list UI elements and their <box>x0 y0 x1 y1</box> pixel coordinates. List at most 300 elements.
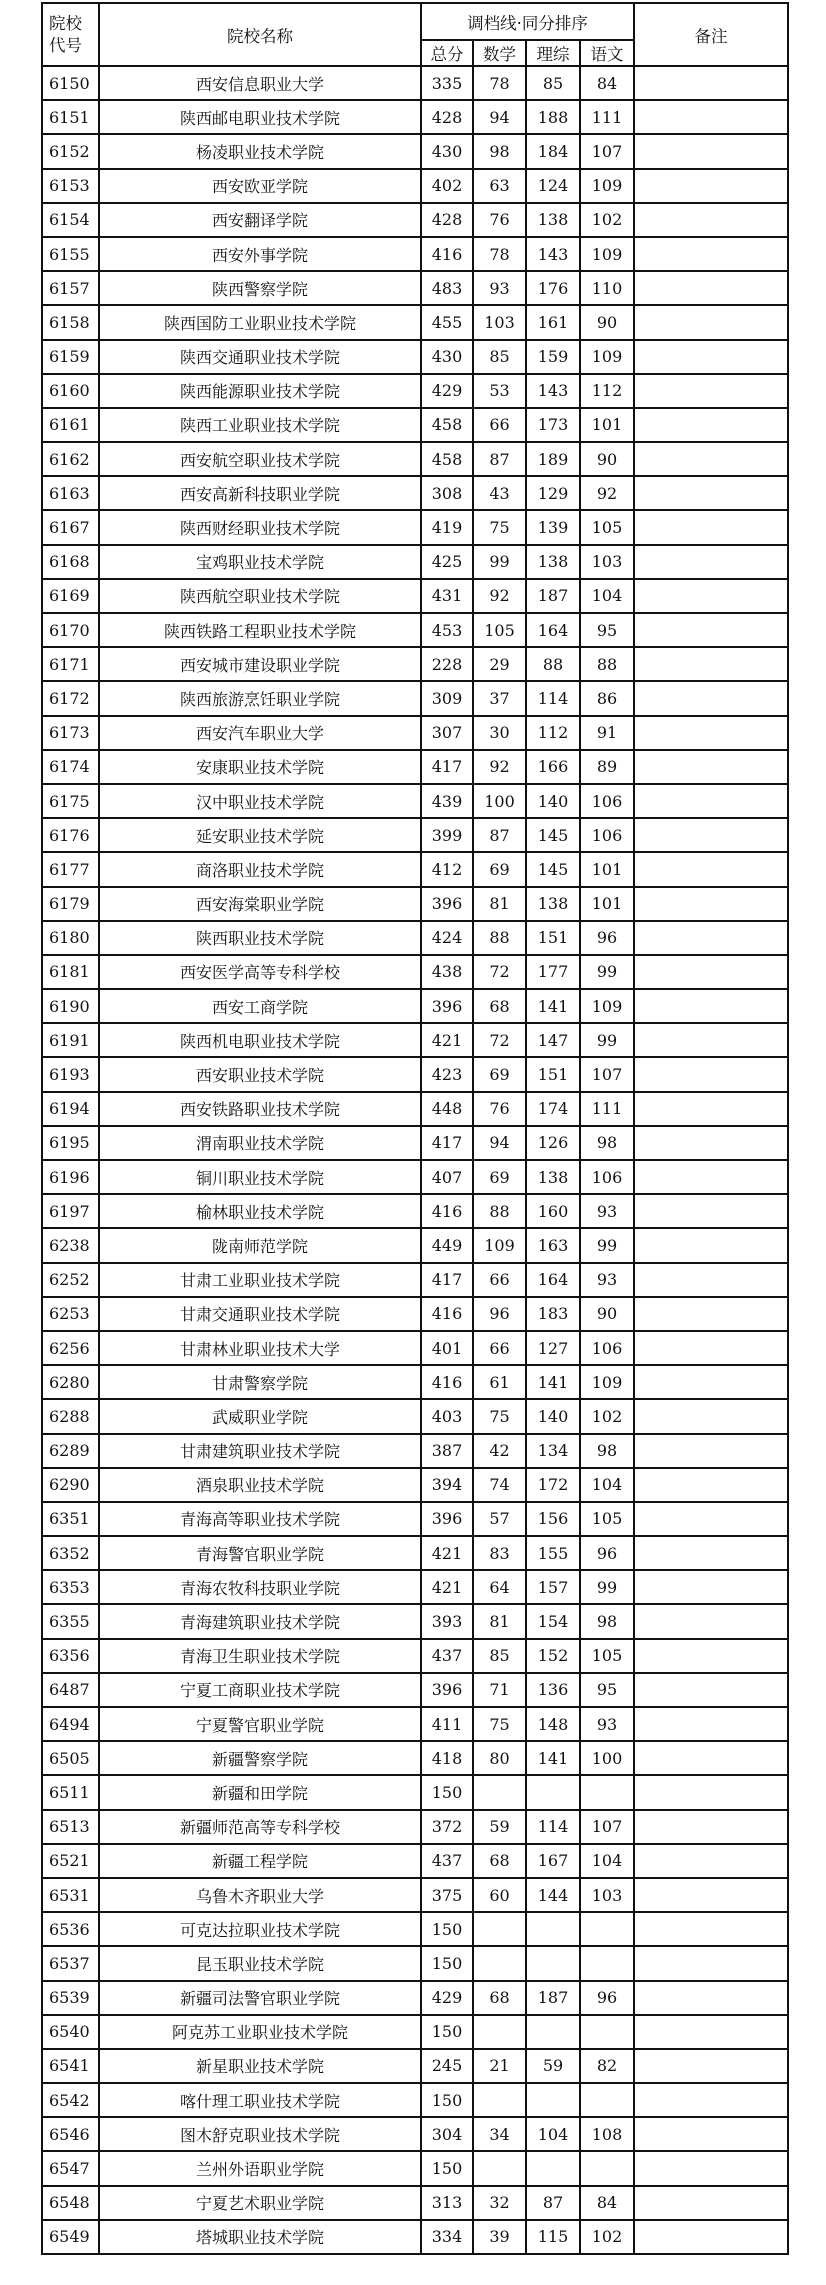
header-chinese: 语文 <box>580 40 634 66</box>
school-code-cell: 6546 <box>42 2117 99 2151</box>
table-row <box>42 1741 788 1775</box>
math-score-cell: 43 <box>473 476 526 510</box>
school-code-cell: 6505 <box>42 1741 99 1775</box>
science-score-cell: 166 <box>526 750 580 784</box>
science-score-cell: 139 <box>526 510 580 544</box>
chinese-score-cell: 107 <box>580 1810 634 1844</box>
school-code-cell: 6162 <box>42 442 99 476</box>
chinese-score-cell: 90 <box>580 1297 634 1331</box>
math-score-cell: 88 <box>473 921 526 955</box>
school-code-cell: 6531 <box>42 1878 99 1912</box>
chinese-score-cell: 110 <box>580 271 634 305</box>
school-code-cell: 6541 <box>42 2049 99 2083</box>
chinese-score-cell <box>580 2151 634 2185</box>
science-score-cell: 145 <box>526 852 580 886</box>
school-name-cell: 武威职业学院 <box>99 1399 421 1433</box>
table-row <box>42 1844 788 1878</box>
chinese-score-cell: 109 <box>580 1365 634 1399</box>
chinese-score-cell: 99 <box>580 1023 634 1057</box>
total-score-cell: 458 <box>421 442 473 476</box>
chinese-score-cell: 93 <box>580 1707 634 1741</box>
table-row <box>42 2117 788 2151</box>
school-name-cell: 喀什理工职业技术学院 <box>99 2083 421 2117</box>
total-score-cell: 429 <box>421 1981 473 2015</box>
school-name-cell: 陕西国防工业职业技术学院 <box>99 305 421 339</box>
school-name-cell: 西安海棠职业学院 <box>99 887 421 921</box>
school-code-cell: 6154 <box>42 203 99 237</box>
school-name-cell: 西安欧亚学院 <box>99 169 421 203</box>
math-score-cell: 81 <box>473 887 526 921</box>
math-score-cell <box>473 2083 526 2117</box>
science-score-cell: 129 <box>526 476 580 510</box>
math-score-cell: 32 <box>473 2186 526 2220</box>
math-score-cell: 37 <box>473 681 526 715</box>
math-score-cell: 57 <box>473 1502 526 1536</box>
science-score-cell: 159 <box>526 340 580 374</box>
note-cell <box>634 1810 788 1844</box>
note-cell <box>634 476 788 510</box>
school-code-cell: 6290 <box>42 1468 99 1502</box>
table-row <box>42 66 788 100</box>
total-score-cell: 412 <box>421 852 473 886</box>
school-name-cell: 青海警官职业学院 <box>99 1536 421 1570</box>
math-score-cell: 66 <box>473 1263 526 1297</box>
math-score-cell: 72 <box>473 955 526 989</box>
math-score-cell: 66 <box>473 1331 526 1365</box>
school-name-cell: 西安高新科技职业学院 <box>99 476 421 510</box>
table-row <box>42 1399 788 1433</box>
table-row <box>42 1912 788 1946</box>
school-code-cell: 6256 <box>42 1331 99 1365</box>
total-score-cell: 401 <box>421 1331 473 1365</box>
school-code-cell: 6159 <box>42 340 99 374</box>
math-score-cell: 98 <box>473 134 526 168</box>
note-cell <box>634 374 788 408</box>
note-cell <box>634 1365 788 1399</box>
school-name-cell: 陕西旅游烹饪职业学院 <box>99 681 421 715</box>
table-row <box>42 374 788 408</box>
total-score-cell: 419 <box>421 510 473 544</box>
math-score-cell: 85 <box>473 1639 526 1673</box>
table-row <box>42 1639 788 1673</box>
science-score-cell <box>526 2015 580 2049</box>
school-name-cell: 乌鲁木齐职业大学 <box>99 1878 421 1912</box>
school-name-cell: 商洛职业技术学院 <box>99 852 421 886</box>
chinese-score-cell: 96 <box>580 1536 634 1570</box>
school-code-cell: 6157 <box>42 271 99 305</box>
total-score-cell: 335 <box>421 66 473 100</box>
table-row <box>42 716 788 750</box>
header-science: 理综 <box>526 40 580 66</box>
chinese-score-cell: 104 <box>580 1844 634 1878</box>
note-cell <box>634 2049 788 2083</box>
science-score-cell: 187 <box>526 1981 580 2015</box>
science-score-cell: 59 <box>526 2049 580 2083</box>
note-cell <box>634 989 788 1023</box>
math-score-cell: 68 <box>473 989 526 1023</box>
chinese-score-cell: 109 <box>580 989 634 1023</box>
total-score-cell: 424 <box>421 921 473 955</box>
total-score-cell: 416 <box>421 1365 473 1399</box>
science-score-cell <box>526 2151 580 2185</box>
math-score-cell: 63 <box>473 169 526 203</box>
science-score-cell: 126 <box>526 1126 580 1160</box>
chinese-score-cell: 102 <box>580 1399 634 1433</box>
math-score-cell: 34 <box>473 2117 526 2151</box>
math-score-cell: 78 <box>473 66 526 100</box>
table-row <box>42 887 788 921</box>
total-score-cell: 418 <box>421 1741 473 1775</box>
total-score-cell: 304 <box>421 2117 473 2151</box>
note-cell <box>634 100 788 134</box>
note-cell <box>634 921 788 955</box>
science-score-cell: 141 <box>526 1741 580 1775</box>
note-cell <box>634 1570 788 1604</box>
note-cell <box>634 66 788 100</box>
note-cell <box>634 750 788 784</box>
note-cell <box>634 1707 788 1741</box>
total-score-cell: 309 <box>421 681 473 715</box>
math-score-cell: 83 <box>473 1536 526 1570</box>
school-code-cell: 6176 <box>42 818 99 852</box>
science-score-cell: 151 <box>526 1057 580 1091</box>
math-score-cell: 68 <box>473 1844 526 1878</box>
header-row <box>42 3 788 40</box>
chinese-score-cell: 111 <box>580 100 634 134</box>
chinese-score-cell: 99 <box>580 955 634 989</box>
note-cell <box>634 1126 788 1160</box>
school-code-cell: 6180 <box>42 921 99 955</box>
chinese-score-cell: 100 <box>580 1741 634 1775</box>
science-score-cell: 127 <box>526 1331 580 1365</box>
science-score-cell: 144 <box>526 1878 580 1912</box>
school-code-cell: 6171 <box>42 647 99 681</box>
table-row <box>42 442 788 476</box>
school-name-cell: 甘肃建筑职业技术学院 <box>99 1434 421 1468</box>
total-score-cell: 429 <box>421 374 473 408</box>
math-score-cell: 96 <box>473 1297 526 1331</box>
note-cell <box>634 1775 788 1809</box>
school-code-cell: 6356 <box>42 1639 99 1673</box>
table-row <box>42 2151 788 2185</box>
total-score-cell: 428 <box>421 100 473 134</box>
total-score-cell: 423 <box>421 1057 473 1091</box>
science-score-cell: 85 <box>526 66 580 100</box>
school-code-cell: 6160 <box>42 374 99 408</box>
school-name-cell: 阿克苏工业职业技术学院 <box>99 2015 421 2049</box>
note-cell <box>634 1946 788 1980</box>
math-score-cell: 53 <box>473 374 526 408</box>
total-score-cell: 453 <box>421 613 473 647</box>
chinese-score-cell: 101 <box>580 887 634 921</box>
header-school-code <box>42 3 99 66</box>
school-code-cell: 6280 <box>42 1365 99 1399</box>
table-row <box>42 1263 788 1297</box>
table-row <box>42 1810 788 1844</box>
school-code-cell: 6174 <box>42 750 99 784</box>
table-row <box>42 852 788 886</box>
table-row <box>42 510 788 544</box>
school-name-cell: 陕西交通职业技术学院 <box>99 340 421 374</box>
science-score-cell: 155 <box>526 1536 580 1570</box>
note-cell <box>634 1639 788 1673</box>
note-cell <box>634 237 788 271</box>
table-row <box>42 1297 788 1331</box>
chinese-score-cell: 107 <box>580 1057 634 1091</box>
table-row <box>42 1365 788 1399</box>
chinese-score-cell: 104 <box>580 579 634 613</box>
science-score-cell: 114 <box>526 681 580 715</box>
note-cell <box>634 340 788 374</box>
school-name-cell: 图木舒克职业技术学院 <box>99 2117 421 2151</box>
chinese-score-cell: 105 <box>580 1639 634 1673</box>
total-score-cell: 483 <box>421 271 473 305</box>
note-cell <box>634 305 788 339</box>
note-cell <box>634 1604 788 1638</box>
school-code-cell: 6177 <box>42 852 99 886</box>
math-score-cell: 80 <box>473 1741 526 1775</box>
chinese-score-cell <box>580 2083 634 2117</box>
chinese-score-cell: 104 <box>580 1468 634 1502</box>
school-name-cell: 宁夏艺术职业学院 <box>99 2186 421 2220</box>
chinese-score-cell: 102 <box>580 2220 634 2254</box>
school-name-cell: 榆林职业技术学院 <box>99 1194 421 1228</box>
math-score-cell: 75 <box>473 1399 526 1433</box>
science-score-cell: 167 <box>526 1844 580 1878</box>
school-name-cell: 新疆和田学院 <box>99 1775 421 1809</box>
school-code-cell: 6494 <box>42 1707 99 1741</box>
science-score-cell: 188 <box>526 100 580 134</box>
chinese-score-cell: 106 <box>580 784 634 818</box>
math-score-cell: 60 <box>473 1878 526 1912</box>
chinese-score-cell <box>580 1946 634 1980</box>
science-score-cell: 164 <box>526 613 580 647</box>
table-row <box>42 1194 788 1228</box>
chinese-score-cell: 106 <box>580 818 634 852</box>
school-code-cell: 6170 <box>42 613 99 647</box>
math-score-cell: 69 <box>473 1057 526 1091</box>
note-cell <box>634 134 788 168</box>
table-row <box>42 1570 788 1604</box>
science-score-cell: 134 <box>526 1434 580 1468</box>
science-score-cell: 141 <box>526 1365 580 1399</box>
note-cell <box>634 442 788 476</box>
note-cell <box>634 1092 788 1126</box>
school-name-cell: 西安医学高等专科学校 <box>99 955 421 989</box>
school-name-cell: 渭南职业技术学院 <box>99 1126 421 1160</box>
table-row <box>42 784 788 818</box>
note-cell <box>634 1981 788 2015</box>
note-cell <box>634 271 788 305</box>
chinese-score-cell: 107 <box>580 134 634 168</box>
total-score-cell: 417 <box>421 1263 473 1297</box>
total-score-cell: 402 <box>421 169 473 203</box>
table-row <box>42 1160 788 1194</box>
school-name-cell: 西安铁路职业技术学院 <box>99 1092 421 1126</box>
math-score-cell: 21 <box>473 2049 526 2083</box>
school-code-cell: 6548 <box>42 2186 99 2220</box>
science-score-cell: 161 <box>526 305 580 339</box>
school-code-cell: 6161 <box>42 408 99 442</box>
total-score-cell: 150 <box>421 2151 473 2185</box>
math-score-cell: 75 <box>473 1707 526 1741</box>
school-name-cell: 陕西职业技术学院 <box>99 921 421 955</box>
math-score-cell <box>473 1775 526 1809</box>
science-score-cell: 163 <box>526 1228 580 1262</box>
table-row <box>42 545 788 579</box>
science-score-cell: 147 <box>526 1023 580 1057</box>
science-score-cell: 156 <box>526 1502 580 1536</box>
note-cell <box>634 545 788 579</box>
chinese-score-cell: 93 <box>580 1194 634 1228</box>
math-score-cell: 64 <box>473 1570 526 1604</box>
table-row <box>42 271 788 305</box>
science-score-cell: 87 <box>526 2186 580 2220</box>
school-name-cell: 甘肃工业职业技术学院 <box>99 1263 421 1297</box>
note-cell <box>634 1502 788 1536</box>
chinese-score-cell: 84 <box>580 66 634 100</box>
chinese-score-cell: 88 <box>580 647 634 681</box>
science-score-cell: 138 <box>526 545 580 579</box>
chinese-score-cell <box>580 1912 634 1946</box>
science-score-cell: 164 <box>526 1263 580 1297</box>
chinese-score-cell: 98 <box>580 1604 634 1638</box>
total-score-cell: 396 <box>421 1673 473 1707</box>
school-code-cell: 6168 <box>42 545 99 579</box>
table-row <box>42 1092 788 1126</box>
school-code-cell: 6196 <box>42 1160 99 1194</box>
table-row <box>42 1126 788 1160</box>
table-row <box>42 2049 788 2083</box>
total-score-cell: 308 <box>421 476 473 510</box>
science-score-cell: 184 <box>526 134 580 168</box>
math-score-cell <box>473 1912 526 1946</box>
total-score-cell: 399 <box>421 818 473 852</box>
school-code-cell: 6351 <box>42 1502 99 1536</box>
total-score-cell: 421 <box>421 1570 473 1604</box>
note-cell <box>634 1057 788 1091</box>
note-cell <box>634 2151 788 2185</box>
school-name-cell: 陕西铁路工程职业技术学院 <box>99 613 421 647</box>
chinese-score-cell <box>580 1775 634 1809</box>
note-cell <box>634 2117 788 2151</box>
total-score-cell: 458 <box>421 408 473 442</box>
school-code-cell: 6197 <box>42 1194 99 1228</box>
school-code-cell: 6536 <box>42 1912 99 1946</box>
note-cell <box>634 2186 788 2220</box>
total-score-cell: 430 <box>421 340 473 374</box>
school-code-cell: 6155 <box>42 237 99 271</box>
table-row <box>42 955 788 989</box>
note-cell <box>634 1228 788 1262</box>
table-row <box>42 100 788 134</box>
note-cell <box>634 681 788 715</box>
science-score-cell: 152 <box>526 1639 580 1673</box>
total-score-cell: 437 <box>421 1844 473 1878</box>
table-row <box>42 1981 788 2015</box>
header-math: 数学 <box>473 40 526 66</box>
total-score-cell: 417 <box>421 1126 473 1160</box>
table-row <box>42 1707 788 1741</box>
total-score-cell: 307 <box>421 716 473 750</box>
school-name-cell: 可克达拉职业技术学院 <box>99 1912 421 1946</box>
total-score-cell: 393 <box>421 1604 473 1638</box>
school-name-cell: 西安信息职业大学 <box>99 66 421 100</box>
science-score-cell: 148 <box>526 1707 580 1741</box>
total-score-cell: 387 <box>421 1434 473 1468</box>
chinese-score-cell: 111 <box>580 1092 634 1126</box>
note-cell <box>634 1741 788 1775</box>
science-score-cell <box>526 2083 580 2117</box>
school-code-cell: 6190 <box>42 989 99 1023</box>
school-code-cell: 6152 <box>42 134 99 168</box>
table-row <box>42 613 788 647</box>
school-code-cell: 6252 <box>42 1263 99 1297</box>
chinese-score-cell: 101 <box>580 408 634 442</box>
total-score-cell: 416 <box>421 1297 473 1331</box>
school-code-cell: 6513 <box>42 1810 99 1844</box>
table-row <box>42 818 788 852</box>
school-name-cell: 西安翻译学院 <box>99 203 421 237</box>
chinese-score-cell: 106 <box>580 1331 634 1365</box>
chinese-score-cell: 84 <box>580 2186 634 2220</box>
school-code-cell: 6521 <box>42 1844 99 1878</box>
science-score-cell: 157 <box>526 1570 580 1604</box>
total-score-cell: 425 <box>421 545 473 579</box>
school-code-cell: 6511 <box>42 1775 99 1809</box>
school-code-cell: 6191 <box>42 1023 99 1057</box>
math-score-cell: 103 <box>473 305 526 339</box>
school-code-cell: 6195 <box>42 1126 99 1160</box>
school-name-cell: 陕西工业职业技术学院 <box>99 408 421 442</box>
school-code-cell: 6353 <box>42 1570 99 1604</box>
school-name-cell: 新疆司法警官职业学院 <box>99 1981 421 2015</box>
chinese-score-cell: 112 <box>580 374 634 408</box>
chinese-score-cell: 109 <box>580 237 634 271</box>
chinese-score-cell: 105 <box>580 1502 634 1536</box>
science-score-cell: 114 <box>526 1810 580 1844</box>
school-name-cell: 西安工商学院 <box>99 989 421 1023</box>
school-name-cell: 西安外事学院 <box>99 237 421 271</box>
chinese-score-cell: 92 <box>580 476 634 510</box>
school-code-cell: 6487 <box>42 1673 99 1707</box>
science-score-cell: 183 <box>526 1297 580 1331</box>
school-name-cell: 甘肃林业职业技术大学 <box>99 1331 421 1365</box>
science-score-cell: 177 <box>526 955 580 989</box>
note-cell <box>634 510 788 544</box>
header-note: 备注 <box>634 3 788 66</box>
note-cell <box>634 613 788 647</box>
chinese-score-cell: 109 <box>580 340 634 374</box>
total-score-cell: 421 <box>421 1536 473 1570</box>
math-score-cell: 87 <box>473 442 526 476</box>
chinese-score-cell: 101 <box>580 852 634 886</box>
science-score-cell: 174 <box>526 1092 580 1126</box>
math-score-cell <box>473 1946 526 1980</box>
school-name-cell: 宁夏警官职业学院 <box>99 1707 421 1741</box>
math-score-cell: 42 <box>473 1434 526 1468</box>
table-row <box>42 476 788 510</box>
school-name-cell: 青海卫生职业技术学院 <box>99 1639 421 1673</box>
note-cell <box>634 1399 788 1433</box>
total-score-cell: 449 <box>421 1228 473 1262</box>
science-score-cell: 154 <box>526 1604 580 1638</box>
science-score-cell: 143 <box>526 374 580 408</box>
note-cell <box>634 716 788 750</box>
science-score-cell: 141 <box>526 989 580 1023</box>
total-score-cell: 421 <box>421 1023 473 1057</box>
chinese-score-cell: 93 <box>580 1263 634 1297</box>
